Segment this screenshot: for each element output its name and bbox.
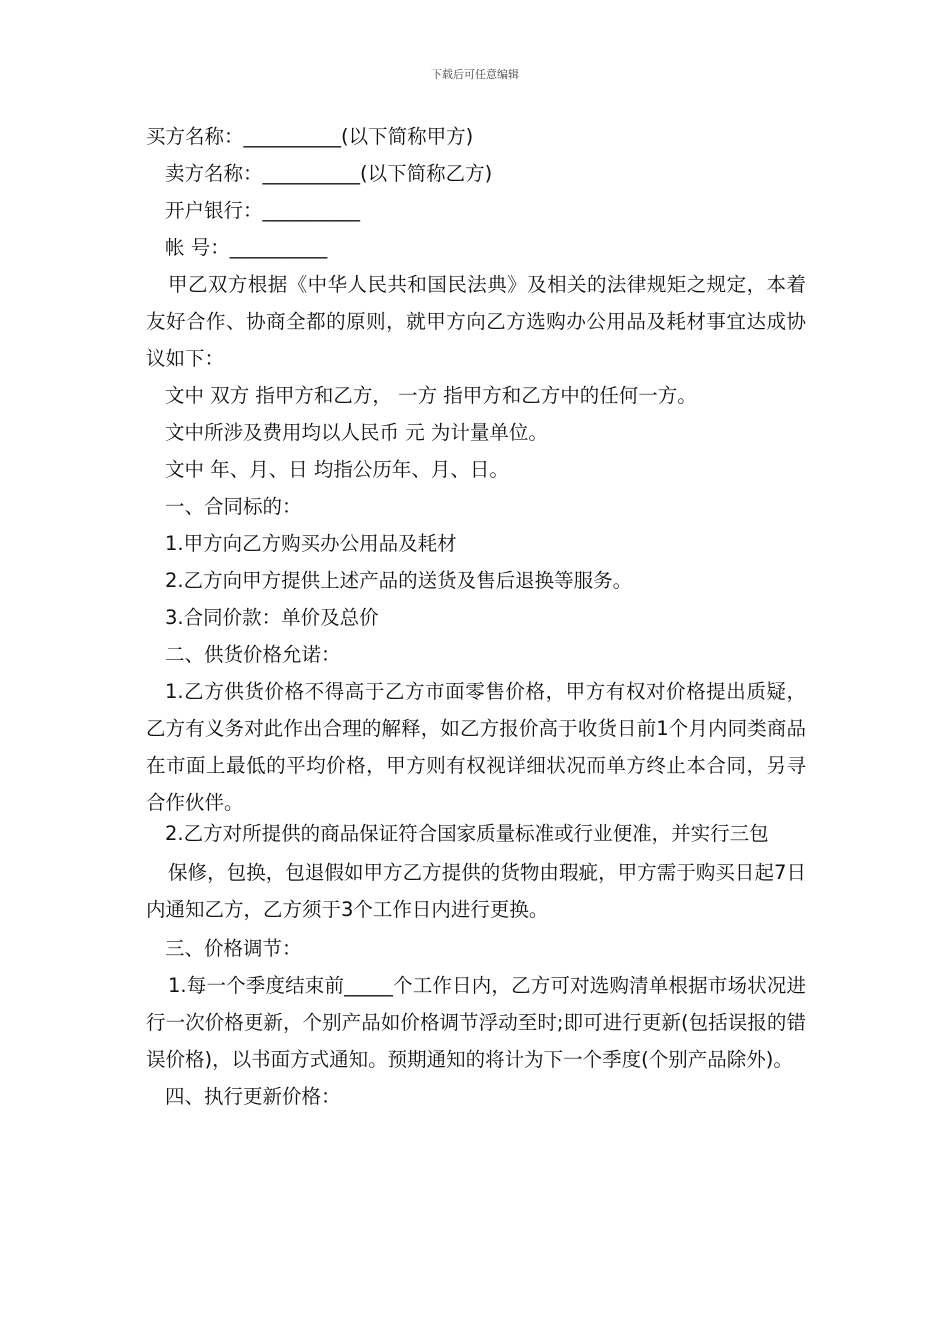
section-1-item-3: 3.合同价款：单价及总价 xyxy=(165,606,379,629)
document-body xyxy=(146,118,806,1115)
section-2-heading: 二、供货价格允诺： xyxy=(165,643,341,666)
definition-dates: 文中 年、月、日 均指公历年、月、日。 xyxy=(165,458,509,481)
section-3-item-1 xyxy=(146,967,806,1078)
section-2-item-2-cont xyxy=(146,854,806,928)
section-3-heading: 三、价格调节： xyxy=(165,937,302,960)
definition-parties: 文中 双方 指甲方和乙方， 一方 指甲方和乙方中的任何一方。 xyxy=(165,384,697,407)
page-header: 下载后可任意编辑 xyxy=(431,68,519,81)
section-4-heading: 四、执行更新价格： xyxy=(165,1085,341,1108)
account-line: 帐 号：__________ xyxy=(165,236,328,259)
seller-name-line: 卖方名称：__________(以下简称乙方) xyxy=(165,162,493,185)
section-2-item-2 xyxy=(146,815,806,852)
section-1-item-2: 2.乙方向甲方提供上述产品的送货及售后退换等服务。 xyxy=(165,569,633,592)
intro-text: 甲乙双方根据《中华人民共和国民法典》及相关的法律规矩之规定，本着友好合作、协商全都的原则，就甲方向乙方选购办公用品及耗材事宜达成协议如下： xyxy=(146,273,806,370)
buyer-name-line: 买方名称：__________(以下简称甲方) xyxy=(146,125,474,148)
section-2-item-1 xyxy=(146,673,806,821)
bank-line: 开户银行：__________ xyxy=(165,199,361,222)
definition-currency: 文中所涉及费用均以人民币 元 为计量单位。 xyxy=(165,421,548,444)
section-3-item-1-text: 1.每一个季度结束前_____个工作日内，乙方可对选购清单根据市场状况进行一次价格更新，个别产品如价格调节浮动至时;即可进行更新(包括误报的错误价格)，以书面方式通知。预期通知的将计为下一个季度(个别产品除外)。 xyxy=(146,974,806,1071)
section-2-item-2-cont-text: 保修，包换，包退假如甲方乙方提供的货物由瑕疵，甲方需于购买日起7日内通知乙方，乙方须于3个工作日内进行更换。 xyxy=(146,861,806,921)
section-2-item-2-text: 2.乙方对所提供的商品保证符合国家质量标准或行业便准，并实行三包 xyxy=(165,822,769,845)
section-1-heading: 一、合同标的： xyxy=(165,495,302,518)
intro-paragraph xyxy=(146,266,806,377)
section-2-item-1-text: 1.乙方供货价格不得高于乙方市面零售价格，甲方有权对价格提出质疑，乙方有义务对此作出合理的解释，如乙方报价高于收货日前1个月内同类商品在市面上最低的平均价格，甲方则有权视详细状况而单方终止本合同，另寻合作伙伴。 xyxy=(146,680,806,814)
section-1-item-1: 1.甲方向乙方购买办公用品及耗材 xyxy=(165,532,457,555)
